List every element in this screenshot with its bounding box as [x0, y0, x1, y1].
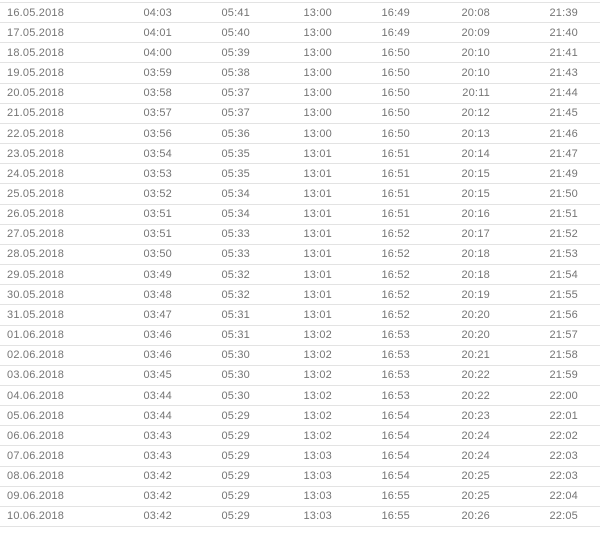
time-cell-2: 05:37 — [221, 87, 250, 100]
time-cell-4: 16:50 — [381, 107, 410, 120]
table-row — [0, 285, 600, 305]
time-cell-3: 13:02 — [303, 349, 332, 362]
time-cell-6: 21:39 — [549, 6, 578, 19]
time-cell-6: 22:04 — [549, 490, 578, 503]
time-cell-4: 16:52 — [381, 228, 410, 241]
time-cell-2: 05:29 — [221, 470, 250, 483]
time-cell-5: 20:12 — [461, 107, 490, 120]
time-cell-1: 03:58 — [143, 87, 172, 100]
date-cell: 29.05.2018 — [7, 268, 65, 281]
time-cell-1: 03:46 — [143, 349, 172, 362]
date-cell: 01.06.2018 — [7, 329, 65, 342]
time-cell-4: 16:50 — [381, 87, 410, 100]
time-cell-4: 16:51 — [381, 208, 410, 221]
time-cell-3: 13:01 — [303, 308, 332, 321]
time-cell-1: 03:46 — [143, 329, 172, 342]
time-cell-3: 13:00 — [303, 6, 332, 19]
time-cell-1: 03:59 — [143, 67, 172, 80]
time-cell-3: 13:02 — [303, 329, 332, 342]
time-cell-6: 21:59 — [549, 369, 578, 382]
time-cell-3: 13:03 — [303, 470, 332, 483]
time-cell-2: 05:37 — [221, 107, 250, 120]
time-cell-3: 13:01 — [303, 167, 332, 180]
time-cell-3: 13:01 — [303, 147, 332, 160]
time-cell-6: 21:54 — [549, 268, 578, 281]
time-cell-2: 05:29 — [221, 450, 250, 463]
time-cell-1: 03:52 — [143, 187, 172, 200]
time-cell-2: 05:33 — [221, 228, 250, 241]
time-cell-1: 03:42 — [143, 510, 172, 523]
time-cell-2: 05:39 — [221, 46, 250, 59]
time-cell-6: 21:45 — [549, 107, 578, 120]
time-cell-2: 05:29 — [221, 429, 250, 442]
time-cell-6: 21:51 — [549, 208, 578, 221]
date-cell: 02.06.2018 — [7, 349, 65, 362]
time-cell-2: 05:30 — [221, 349, 250, 362]
date-cell: 28.05.2018 — [7, 248, 65, 261]
time-cell-5: 20:13 — [461, 127, 490, 140]
time-cell-4: 16:54 — [381, 409, 410, 422]
table-row — [0, 326, 600, 346]
time-cell-5: 20:25 — [461, 470, 490, 483]
date-cell: 23.05.2018 — [7, 147, 65, 160]
time-cell-1: 04:00 — [143, 46, 172, 59]
time-cell-1: 03:49 — [143, 268, 172, 281]
date-cell: 06.06.2018 — [7, 429, 65, 442]
time-cell-4: 16:54 — [381, 470, 410, 483]
table-row — [0, 245, 600, 265]
time-cell-2: 05:40 — [221, 26, 250, 39]
time-cell-5: 20:24 — [461, 450, 490, 463]
time-cell-3: 13:02 — [303, 429, 332, 442]
time-cell-1: 03:54 — [143, 147, 172, 160]
time-cell-4: 16:53 — [381, 349, 410, 362]
time-cell-4: 16:55 — [381, 490, 410, 503]
time-cell-3: 13:03 — [303, 490, 332, 503]
table-row — [0, 507, 600, 527]
time-cell-4: 16:54 — [381, 450, 410, 463]
time-cell-3: 13:03 — [303, 510, 332, 523]
time-cell-5: 20:16 — [461, 208, 490, 221]
time-cell-6: 21:43 — [549, 67, 578, 80]
time-cell-2: 05:29 — [221, 409, 250, 422]
time-cell-6: 21:53 — [549, 248, 578, 261]
time-cell-1: 03:57 — [143, 107, 172, 120]
time-cell-5: 20:08 — [461, 6, 490, 19]
date-cell: 10.06.2018 — [7, 510, 65, 523]
time-cell-5: 20:18 — [461, 248, 490, 261]
time-cell-2: 05:36 — [221, 127, 250, 140]
time-cell-1: 03:44 — [143, 389, 172, 402]
date-cell: 21.05.2018 — [7, 107, 65, 120]
date-cell: 31.05.2018 — [7, 308, 65, 321]
date-cell: 03.06.2018 — [7, 369, 65, 382]
time-cell-2: 05:29 — [221, 490, 250, 503]
time-cell-5: 20:15 — [461, 187, 490, 200]
table-row — [0, 3, 600, 23]
time-cell-3: 13:01 — [303, 288, 332, 301]
time-cell-5: 20:10 — [461, 46, 490, 59]
time-cell-3: 13:00 — [303, 26, 332, 39]
time-cell-3: 13:01 — [303, 208, 332, 221]
time-cell-1: 03:56 — [143, 127, 172, 140]
time-cell-5: 20:09 — [461, 26, 490, 39]
time-cell-6: 21:55 — [549, 288, 578, 301]
time-cell-1: 03:44 — [143, 409, 172, 422]
date-cell: 20.05.2018 — [7, 87, 65, 100]
date-cell: 18.05.2018 — [7, 46, 65, 59]
time-cell-4: 16:52 — [381, 268, 410, 281]
time-cell-1: 03:53 — [143, 167, 172, 180]
time-cell-5: 20:15 — [461, 167, 490, 180]
date-cell: 17.05.2018 — [7, 26, 65, 39]
time-cell-1: 03:43 — [143, 450, 172, 463]
time-cell-4: 16:50 — [381, 67, 410, 80]
time-cell-2: 05:35 — [221, 167, 250, 180]
time-cell-2: 05:30 — [221, 389, 250, 402]
time-cell-5: 20:14 — [461, 147, 490, 160]
time-cell-4: 16:50 — [381, 46, 410, 59]
table-row — [0, 164, 600, 184]
time-cell-4: 16:52 — [381, 288, 410, 301]
time-cell-5: 20:18 — [461, 268, 490, 281]
time-cell-5: 20:22 — [461, 389, 490, 402]
time-cell-2: 05:30 — [221, 369, 250, 382]
time-cell-5: 20:21 — [461, 349, 490, 362]
time-cell-6: 21:58 — [549, 349, 578, 362]
time-cell-6: 21:56 — [549, 308, 578, 321]
time-cell-3: 13:02 — [303, 409, 332, 422]
time-cell-4: 16:53 — [381, 369, 410, 382]
time-cell-4: 16:49 — [381, 26, 410, 39]
time-cell-3: 13:00 — [303, 67, 332, 80]
table-row — [0, 366, 600, 386]
time-cell-3: 13:01 — [303, 268, 332, 281]
time-cell-4: 16:51 — [381, 147, 410, 160]
time-cell-3: 13:01 — [303, 248, 332, 261]
time-cell-4: 16:51 — [381, 187, 410, 200]
time-cell-5: 20:26 — [461, 510, 490, 523]
time-cell-6: 22:03 — [549, 470, 578, 483]
date-cell: 05.06.2018 — [7, 409, 65, 422]
time-cell-4: 16:53 — [381, 389, 410, 402]
time-cell-6: 21:47 — [549, 147, 578, 160]
time-cell-4: 16:55 — [381, 510, 410, 523]
time-cell-2: 05:31 — [221, 308, 250, 321]
date-cell: 24.05.2018 — [7, 167, 65, 180]
date-cell: 30.05.2018 — [7, 288, 65, 301]
date-cell: 25.05.2018 — [7, 187, 65, 200]
time-cell-6: 22:02 — [549, 429, 578, 442]
time-cell-3: 13:01 — [303, 228, 332, 241]
time-cell-2: 05:35 — [221, 147, 250, 160]
time-cell-2: 05:38 — [221, 67, 250, 80]
time-cell-1: 03:51 — [143, 208, 172, 221]
time-cell-1: 04:03 — [143, 6, 172, 19]
time-cell-1: 03:47 — [143, 308, 172, 321]
table-row — [0, 305, 600, 325]
time-cell-6: 22:03 — [549, 450, 578, 463]
time-cell-6: 21:52 — [549, 228, 578, 241]
time-cell-3: 13:01 — [303, 187, 332, 200]
time-cell-2: 05:31 — [221, 329, 250, 342]
time-cell-6: 21:57 — [549, 329, 578, 342]
date-cell: 27.05.2018 — [7, 228, 65, 241]
time-cell-2: 05:32 — [221, 268, 250, 281]
time-cell-6: 21:41 — [549, 46, 578, 59]
time-cell-3: 13:00 — [303, 87, 332, 100]
time-cell-6: 22:00 — [549, 389, 578, 402]
time-cell-1: 03:42 — [143, 490, 172, 503]
time-cell-5: 20:23 — [461, 409, 490, 422]
time-cell-6: 21:40 — [549, 26, 578, 39]
time-cell-6: 21:49 — [549, 167, 578, 180]
time-cell-1: 03:43 — [143, 429, 172, 442]
date-cell: 04.06.2018 — [7, 389, 65, 402]
time-cell-2: 05:32 — [221, 288, 250, 301]
time-cell-1: 03:51 — [143, 228, 172, 241]
time-cell-5: 20:24 — [461, 429, 490, 442]
time-cell-5: 20:20 — [461, 329, 490, 342]
time-cell-5: 20:19 — [461, 288, 490, 301]
time-cell-4: 16:52 — [381, 248, 410, 261]
time-cell-6: 22:05 — [549, 510, 578, 523]
time-cell-4: 16:50 — [381, 127, 410, 140]
time-cell-6: 21:46 — [549, 127, 578, 140]
table-row — [0, 386, 600, 406]
table-row — [0, 446, 600, 466]
time-cell-1: 03:45 — [143, 369, 172, 382]
time-cell-1: 04:01 — [143, 26, 172, 39]
time-cell-1: 03:50 — [143, 248, 172, 261]
time-cell-2: 05:41 — [221, 6, 250, 19]
time-cell-3: 13:02 — [303, 389, 332, 402]
time-cell-3: 13:00 — [303, 107, 332, 120]
date-cell: 09.06.2018 — [7, 490, 65, 503]
time-cell-5: 20:20 — [461, 308, 490, 321]
date-cell: 22.05.2018 — [7, 127, 65, 140]
table-row — [0, 346, 600, 366]
date-cell: 16.05.2018 — [7, 6, 65, 19]
time-cell-4: 16:52 — [381, 308, 410, 321]
time-cell-6: 22:01 — [549, 409, 578, 422]
time-cell-4: 16:51 — [381, 167, 410, 180]
date-cell: 19.05.2018 — [7, 67, 65, 80]
table-row — [0, 487, 600, 507]
table-row — [0, 426, 600, 446]
daily-times-table — [0, 2, 600, 527]
time-cell-4: 16:53 — [381, 329, 410, 342]
table-row — [0, 406, 600, 426]
time-cell-5: 20:11 — [462, 87, 490, 100]
time-cell-2: 05:33 — [221, 248, 250, 261]
date-cell: 26.05.2018 — [7, 208, 65, 221]
table-row — [0, 225, 600, 245]
date-cell: 07.06.2018 — [7, 450, 65, 463]
table-row — [0, 467, 600, 487]
table-row — [0, 124, 600, 144]
table-row — [0, 265, 600, 285]
time-cell-5: 20:22 — [461, 369, 490, 382]
table-row — [0, 205, 600, 225]
time-cell-3: 13:00 — [303, 127, 332, 140]
time-cell-4: 16:49 — [381, 6, 410, 19]
table-row — [0, 23, 600, 43]
date-cell: 08.06.2018 — [7, 470, 65, 483]
time-cell-3: 13:00 — [303, 46, 332, 59]
time-cell-5: 20:10 — [461, 67, 490, 80]
time-cell-5: 20:17 — [461, 228, 490, 241]
time-cell-4: 16:54 — [381, 429, 410, 442]
time-cell-2: 05:34 — [221, 187, 250, 200]
time-cell-1: 03:42 — [143, 470, 172, 483]
time-cell-5: 20:25 — [461, 490, 490, 503]
time-cell-6: 21:44 — [549, 87, 578, 100]
time-cell-3: 13:03 — [303, 450, 332, 463]
table-row — [0, 43, 600, 63]
time-cell-1: 03:48 — [143, 288, 172, 301]
table-row — [0, 104, 600, 124]
table-row — [0, 63, 600, 83]
table-row — [0, 144, 600, 164]
time-cell-2: 05:34 — [221, 208, 250, 221]
time-cell-6: 21:50 — [549, 187, 578, 200]
table-row — [0, 84, 600, 104]
time-cell-2: 05:29 — [221, 510, 250, 523]
table-row — [0, 184, 600, 204]
time-cell-3: 13:02 — [303, 369, 332, 382]
